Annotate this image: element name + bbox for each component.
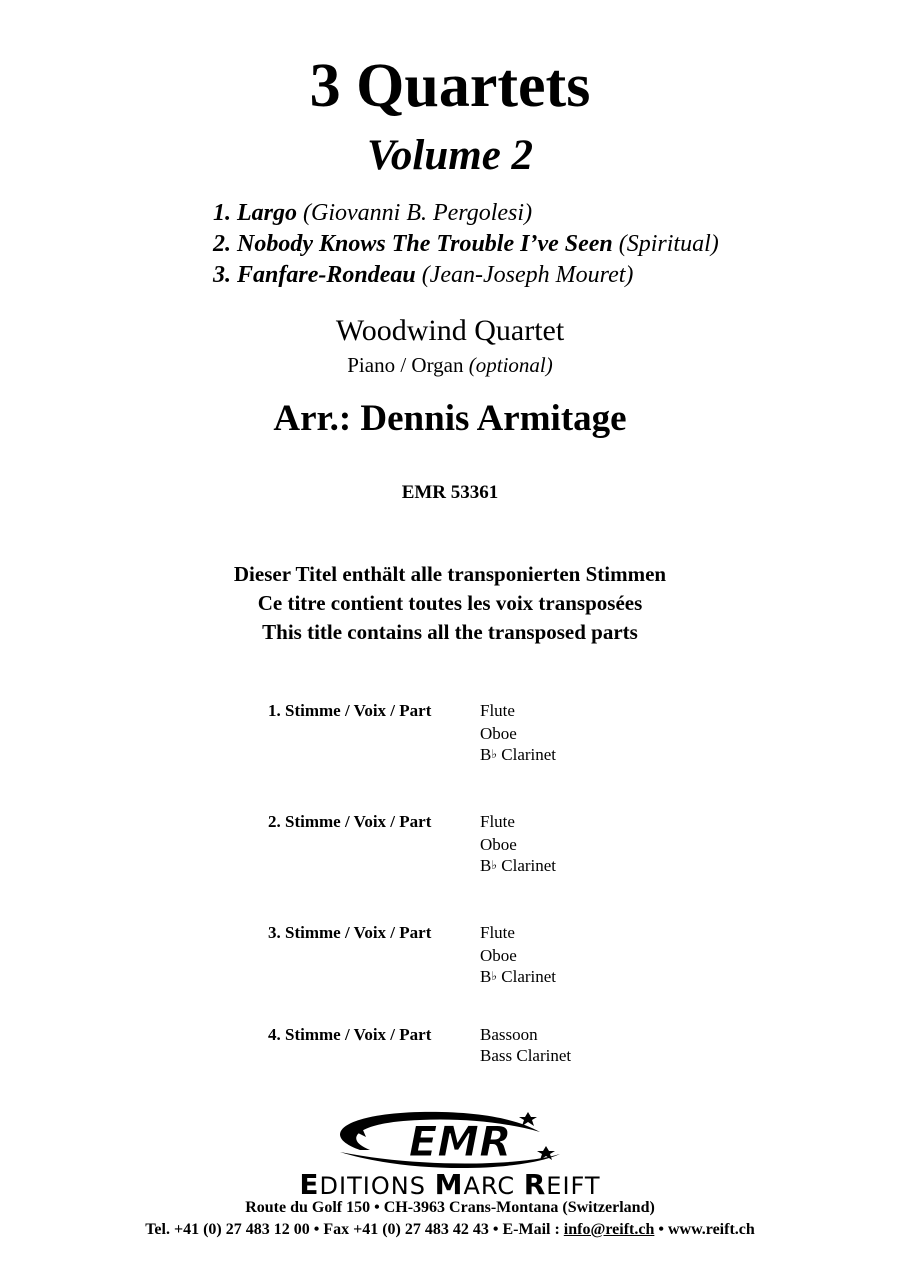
flat-icon: ♭: [491, 969, 498, 983]
arranger: Arr.: Dennis Armitage: [273, 398, 627, 439]
publisher-contact: Tel. +41 (0) 27 483 12 00 • Fax +41 (0) 27 483 42 43 • E-Mail : info@reift.ch • www.reift.ch: [145, 1221, 755, 1238]
instrument-clarinet: B♭ Clarinet: [480, 856, 557, 875]
volume-subtitle: Volume 2: [366, 132, 534, 179]
piece-composer: (Giovanni B. Pergolesi): [303, 200, 533, 226]
publisher-name: EDITIONS MARC REIFT: [299, 1168, 601, 1201]
transposition-notes: [0, 560, 900, 647]
piece-title: 3. Fanfare-Rondeau: [213, 262, 416, 288]
instrument-flute: Flute: [480, 701, 515, 720]
part-label: 4. Stimme / Voix / Part: [268, 1025, 432, 1044]
note-french: Ce titre contient toutes les voix transposées: [257, 591, 643, 615]
ensemble: Woodwind Quartet: [335, 314, 565, 347]
emr-logo-icon: [300, 1106, 600, 1176]
instrument-bass-clarinet: Bass Clarinet: [480, 1046, 572, 1065]
part-instruments: [480, 922, 556, 987]
instrument-oboe: Oboe: [480, 946, 517, 965]
part-instruments: [480, 811, 556, 876]
page-title: 3 Quartets: [309, 52, 591, 120]
note-english: This title contains all the transposed parts: [262, 620, 638, 644]
instrument-bassoon: Bassoon: [480, 1025, 538, 1044]
publisher-address: Route du Golf 150 • CH-3963 Crans-Montana (Switzerland): [245, 1199, 655, 1216]
piece-item: [213, 260, 853, 291]
flat-icon: ♭: [491, 747, 498, 761]
catalog-number: EMR 53361: [401, 482, 499, 503]
instrument-oboe: Oboe: [480, 724, 517, 743]
instrument-flute: Flute: [480, 812, 515, 831]
instrument-flute: Flute: [480, 923, 515, 942]
keyboard-text: Piano / Organ: [347, 353, 464, 377]
logo-text: EMR: [408, 1117, 512, 1166]
piece-item: [213, 198, 853, 229]
piece-composer: (Spiritual): [618, 231, 719, 257]
piece-list: [213, 198, 853, 291]
piece-composer: (Jean-Joseph Mouret): [421, 262, 634, 288]
email-link[interactable]: info@reift.ch: [563, 1221, 655, 1238]
instrument-clarinet: B♭ Clarinet: [480, 967, 557, 986]
keyboard-line: [0, 352, 900, 378]
flat-icon: ♭: [491, 858, 498, 872]
part-instruments: [480, 700, 556, 765]
part-label: 1. Stimme / Voix / Part: [268, 701, 432, 720]
keyboard-optional: (optional): [468, 353, 553, 377]
instrument-clarinet: B♭ Clarinet: [480, 745, 557, 764]
instrument-oboe: Oboe: [480, 835, 517, 854]
note-german: Dieser Titel enthält alle transponierten Stimmen: [233, 562, 667, 586]
part-label: 3. Stimme / Voix / Part: [268, 923, 432, 942]
piece-item: [213, 229, 853, 260]
part-instruments: [480, 1024, 571, 1066]
piece-title: 2. Nobody Knows The Trouble I’ve Seen: [213, 231, 613, 257]
part-label: 2. Stimme / Voix / Part: [268, 812, 432, 831]
piece-title: 1. Largo: [213, 200, 297, 226]
